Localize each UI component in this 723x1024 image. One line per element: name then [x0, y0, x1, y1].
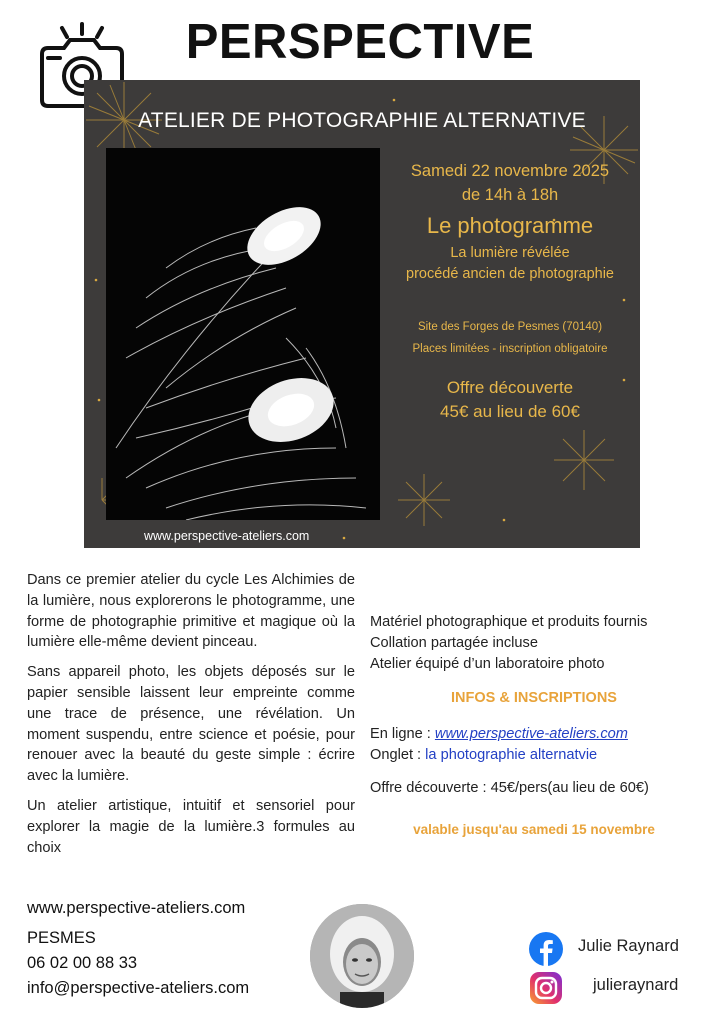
event-theme: Le photogramme: [426, 213, 594, 238]
event-subtitle-2: procédé ancien de photographie: [406, 266, 614, 282]
included-item: Atelier équipé d’un laboratoire photo: [370, 655, 605, 672]
event-location: Site des Forges de Pesmes (70140): [417, 321, 603, 333]
tab-label: Onglet :: [370, 746, 426, 763]
event-date: Samedi 22 novembre 2025: [410, 162, 610, 180]
included-item: Collation partagée incluse: [370, 634, 538, 651]
contact-website[interactable]: www.perspective-ateliers.com: [27, 899, 246, 917]
validity-line: valable jusqu'au samedi 15 novembre: [413, 822, 655, 837]
description-paragraph: Un atelier artistique, intuitif et sensoriel pour explorer la magie de la lumière.3 formules au choix: [27, 797, 355, 856]
description: [27, 570, 355, 867]
offer-title: Offre découverte: [446, 378, 574, 397]
included-item: Matériel photographique et produits fournis: [370, 614, 648, 630]
page-title: PERSPECTIVE: [185, 15, 535, 69]
event-time: de 14h à 18h: [461, 186, 559, 204]
facebook-name[interactable]: Julie Raynard: [578, 937, 679, 955]
contact-city: PESMES: [27, 929, 96, 947]
online-link[interactable]: www.perspective-ateliers.com: [434, 726, 628, 742]
online-label: En ligne :: [370, 726, 435, 742]
description-paragraph: Sans appareil photo, les objets déposés sur le papier sensible laissent leur empreinte comme une trace de présence, une révélation. Un moment suspendu, entre science et poésie, pour renouer avec la beauté du geste simple : écrire avec la lumière.: [27, 664, 355, 785]
online-info: [370, 724, 628, 766]
infos-title: INFOS & INSCRIPTIONS: [451, 690, 617, 706]
poster-website: www.perspective-ateliers.com: [144, 529, 310, 543]
contact-phone[interactable]: 06 02 00 88 33: [27, 954, 138, 972]
event-subtitle-1: La lumière révélée: [450, 245, 570, 261]
event-places: Places limitées - inscription obligatoire: [412, 343, 608, 355]
facebook-icon[interactable]: [529, 932, 563, 966]
offer-line: Offre découverte : 45€/pers(au lieu de 60€): [370, 780, 649, 796]
poster-heading: ATELIER DE PHOTOGRAPHIE ALTERNATIVE: [138, 109, 586, 132]
peacock-feather-photogram: [106, 148, 380, 520]
instagram-handle[interactable]: julieraynard: [593, 976, 679, 994]
instagram-icon[interactable]: [529, 971, 563, 1005]
avatar: [310, 904, 414, 1008]
included-list: [370, 612, 690, 674]
description-paragraph: Dans ce premier atelier du cycle Les Alchimies de la lumière, nous explorerons le photogramme, une forme de photographie primitive et magique où la lumière elle-même devient pinceau.: [27, 572, 355, 651]
offer-price: 45€ au lieu de 60€: [440, 402, 580, 421]
contact-email[interactable]: info@perspective-ateliers.com: [27, 979, 250, 997]
event-poster: [84, 80, 640, 548]
tab-value: la photographie alternatvie: [425, 746, 598, 763]
